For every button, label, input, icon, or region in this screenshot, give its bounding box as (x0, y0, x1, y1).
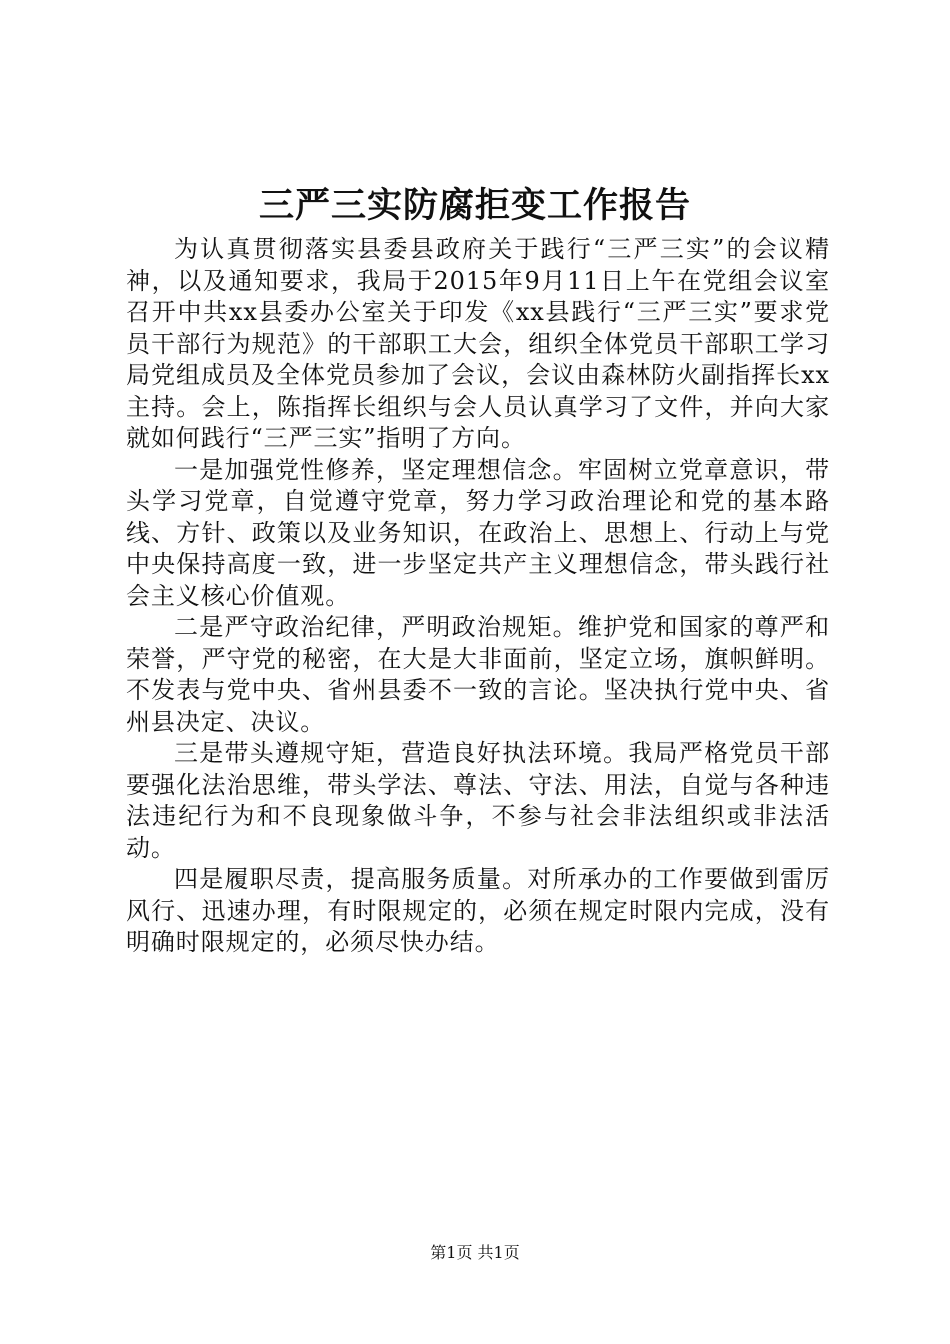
paragraph-intro: 为认真贯彻落实县委县政府关于践行“三严三实”的会议精神，以及通知要求，我局于2015年9月11日上午在党组会议室召开中共xx县委办公室关于印发《xx县践行“三严三实”要求党员干部行为规范》的干部职工大会，组织全体党员干部职工学习局党组成员及全体党员参加了会议，会议由森林防火副指挥长xx主持。会上，陈指挥长组织与会人员认真学习了文件，并向大家就如何践行“三严三实”指明了方向。 (126, 235, 830, 452)
paragraph-point-one: 一是加强党性修养，坚定理想信念。牢固树立党章意识，带头学习党章，自觉遵守党章，努力学习政治理论和党的基本路线、方针、政策以及业务知识，在政治上、思想上、行动上与党中央保持高度一致，进一步坚定共产主义理想信念，带头践行社会主义核心价值观。 (126, 455, 830, 610)
paragraph-point-three: 三是带头遵规守矩，营造良好执法环境。我局严格党员干部要强化法治思维，带头学法、尊法、守法、用法，自觉与各种违法违纪行为和不良现象做斗争，不参与社会非法组织或非法活动。 (126, 739, 830, 862)
document-title: 三严三实防腐拒变工作报告 (258, 185, 691, 226)
page-number-footer: 第1页 共1页 (430, 1243, 520, 1262)
paragraph-point-two: 二是严守政治纪律，严明政治规矩。维护党和国家的尊严和荣誉，严守党的秘密，在大是大非面前，坚定立场，旗帜鲜明。不发表与党中央、省州县委不一致的言论。坚决执行党中央、省州县决定、决议。 (126, 613, 830, 736)
paragraph-point-four: 四是履职尽责，提高服务质量。对所承办的工作要做到雷厉风行、迅速办理，有时限规定的，必须在规定时限内完成，没有明确时限规定的，必须尽快办结。 (126, 865, 830, 956)
document-body (126, 234, 830, 959)
